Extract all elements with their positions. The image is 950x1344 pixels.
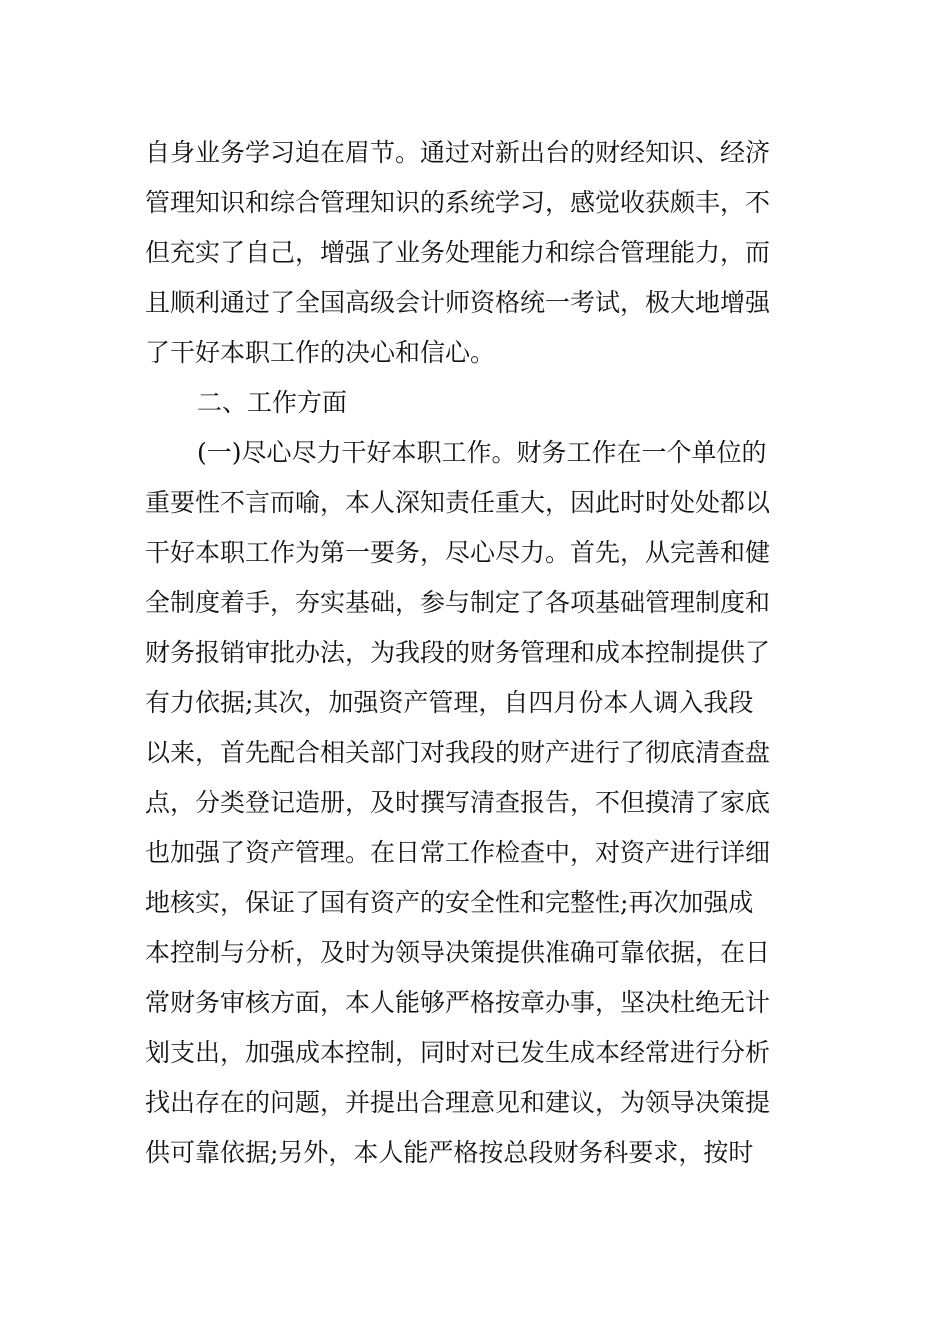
- text-line: 全制度着手，夯实基础，参与制定了各项基础管理制度和: [145, 588, 771, 617]
- body-text: [145, 128, 790, 1178]
- text-line: 地核实，保证了国有资产的安全性和完整性;再次加强成: [145, 888, 754, 917]
- paragraph-start-line: (一)尽心尽力干好本职工作。财务工作在一个单位的: [197, 438, 767, 467]
- text-line: 常财务审核方面，本人能够严格按章办事，坚决杜绝无计: [145, 988, 771, 1017]
- text-line: 找出存在的问题，并提出合理意见和建议，为领导决策提: [145, 1088, 771, 1117]
- text-line: 管理知识和综合管理知识的系统学习，感觉收获颇丰，不: [145, 188, 771, 217]
- text-line: 干好本职工作为第一要务，尽心尽力。首先，从完善和健: [145, 538, 771, 567]
- text-line: 也加强了资产管理。在日常工作检查中，对资产进行详细: [145, 838, 771, 867]
- text-line: 点，分类登记造册，及时撰写清查报告，不但摸清了家底: [145, 788, 771, 817]
- text-line: 财务报销审批办法，为我段的财务管理和成本控制提供了: [145, 638, 771, 667]
- text-line: 划支出，加强成本控制，同时对已发生成本经常进行分析: [145, 1038, 771, 1067]
- text-line: 了干好本职工作的决心和信心。: [145, 338, 496, 367]
- text-line: 供可靠依据;另外，本人能严格按总段财务科要求，按时: [145, 1138, 754, 1167]
- text-line: 以来，首先配合相关部门对我段的财产进行了彻底清查盘: [145, 738, 771, 767]
- text-line: 且顺利通过了全国高级会计师资格统一考试，极大地增强: [145, 288, 771, 317]
- text-line: 重要性不言而喻，本人深知责任重大，因此时时处处都以: [145, 488, 771, 517]
- text-line: 有力依据;其次，加强资产管理，自四月份本人调入我段: [145, 688, 754, 717]
- section-heading: 二、工作方面: [197, 388, 348, 417]
- text-line: 自身业务学习迫在眉节。通过对新出台的财经知识、经济: [145, 138, 771, 167]
- text-line: 本控制与分析，及时为领导决策提供准确可靠依据，在日: [145, 938, 771, 967]
- text-line: 但充实了自己，增强了业务处理能力和综合管理能力，而: [145, 238, 771, 267]
